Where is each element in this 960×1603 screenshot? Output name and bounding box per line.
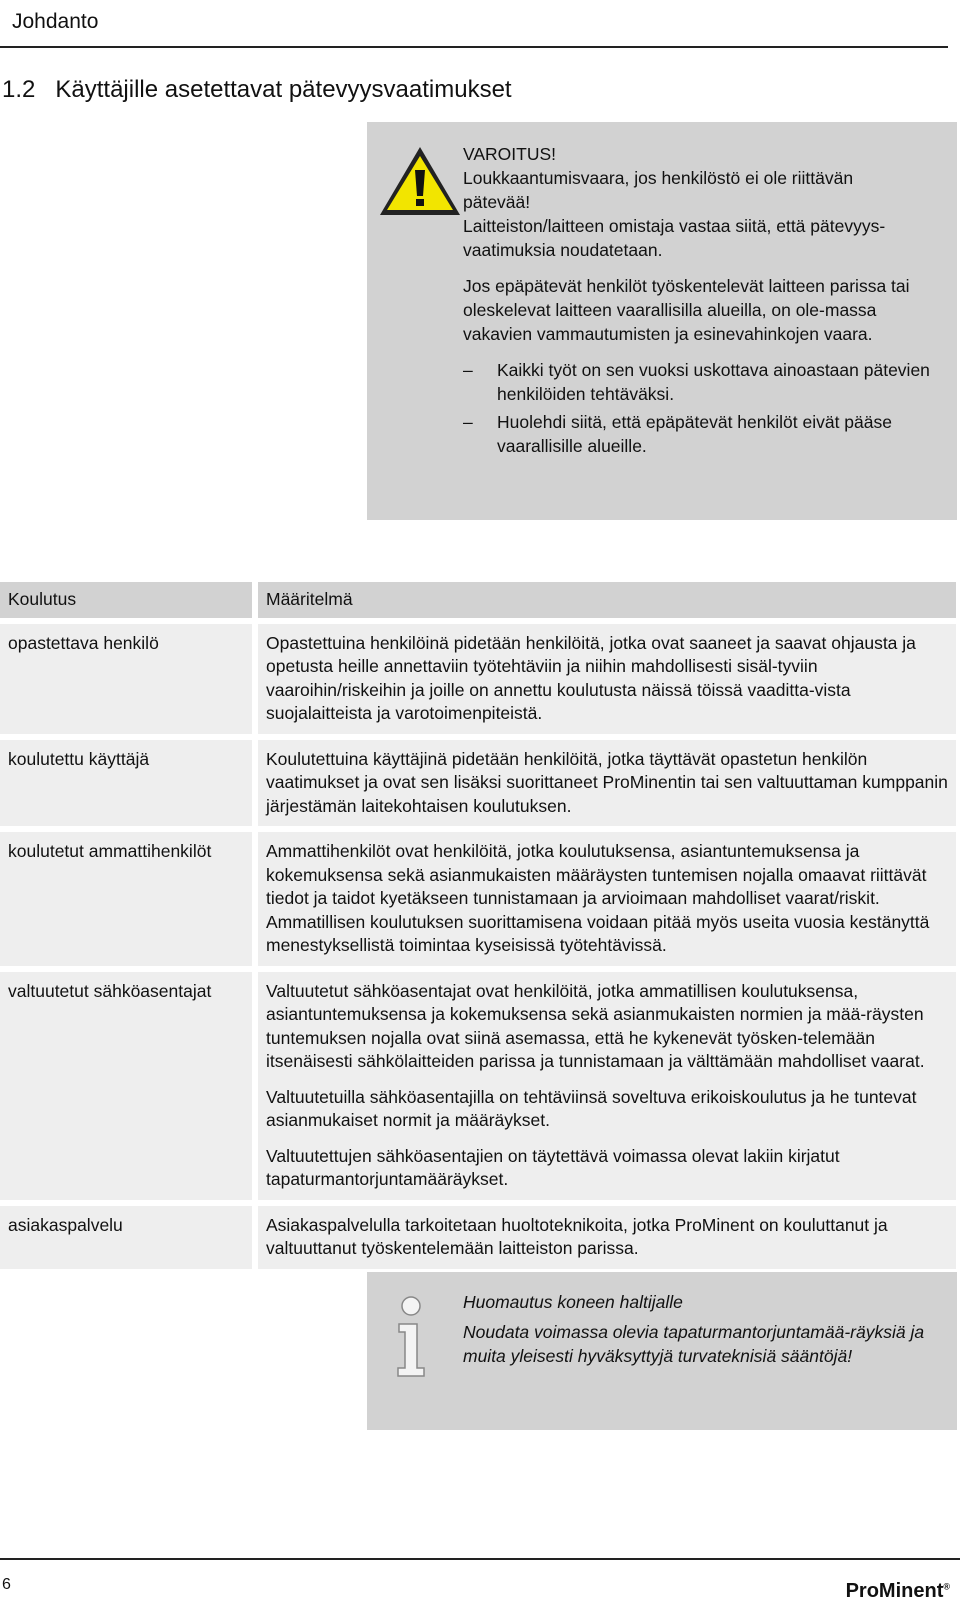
table-cell-term: opastettava henkilö xyxy=(0,624,252,734)
warning-box xyxy=(367,122,957,520)
warning-triangle-icon xyxy=(377,144,463,218)
table-cell-term: asiakaspalvelu xyxy=(0,1206,252,1269)
warning-signal-word: VAROITUS! xyxy=(463,144,557,164)
table-row xyxy=(0,972,956,1200)
definition-paragraph: Valtuutetuilla sähköasentajilla on tehtäviinsä soveltuva erikoiskoulutus ja he tuntevat asianmukaiset normit ja määräykset. xyxy=(266,1086,917,1130)
note-title: Huomautus koneen haltijalle xyxy=(463,1292,683,1312)
definition-paragraph: Ammattihenkilöt ovat henkilöitä, jotka koulutuksensa, asiantuntemuksensa ja kokemuksensa sekä asianmukaisten määräysten tuntemisen nojalla omaavat riittävät tiedot ja taidot kyetäkseen tunnistamaan ja arvioimaan mahdolliset vaarat/riskit. Ammatillisen koulutuksen suorittamisena voidaan pitää myös useita vuosia kestänyttä menestyksellistä toimintaa kyseisissä työtehtävissä. xyxy=(266,841,930,955)
table-row xyxy=(0,624,956,734)
section-title: Käyttäjille asetettavat pätevyysvaatimukset xyxy=(55,76,512,103)
qualification-table xyxy=(0,582,956,1275)
warning-headline-line-2: pätevää! xyxy=(463,192,531,212)
footer-divider xyxy=(0,1558,960,1560)
page-number: 6 xyxy=(2,1576,11,1593)
column-header-definition: Määritelmä xyxy=(258,582,956,618)
table-cell-definition xyxy=(258,624,956,734)
dash-bullet: – xyxy=(463,360,473,380)
table-cell-term: valtuutetut sähköasentajat xyxy=(0,972,252,1200)
registered-mark: ® xyxy=(943,1581,950,1592)
table-row xyxy=(0,832,956,966)
table-cell-term: koulutettu käyttäjä xyxy=(0,740,252,827)
table-row xyxy=(0,1206,956,1269)
warning-headline-line-3: Laitteiston/laitteen omistaja vastaa siitä, että pätevyys- xyxy=(463,216,886,236)
header-divider xyxy=(0,46,948,48)
info-icon xyxy=(391,1294,431,1380)
table-cell-definition xyxy=(258,832,956,966)
table-header-row xyxy=(0,582,956,618)
bullet-text: Huolehdi siitä, että epäpätevät henkilöt eivät pääse vaarallisille alueille. xyxy=(497,412,892,456)
definition-paragraph: Asiakaspalvelulla tarkoitetaan huoltoteknikoita, jotka ProMinent on kouluttanut ja valtuuttanut työskentelemään laitteiston parissa. xyxy=(266,1214,888,1258)
section-heading xyxy=(2,76,512,104)
brand-name: ProMinent xyxy=(845,1580,944,1602)
warning-bullet-list xyxy=(463,358,943,458)
table-row xyxy=(0,740,956,827)
definition-paragraph: Koulutettuina käyttäjinä pidetään henkilöitä, jotka täyttävät opastetun henkilön vaatimukset ja ovat sen lisäksi suorittaneet ProMinentin tai sen valtuuttaman kumppanin järjestämän laitekohtaisen koulutuksen. xyxy=(266,748,948,816)
section-number: 1.2 xyxy=(2,76,36,103)
definition-paragraph: Opastettuina henkilöinä pidetään henkilöitä, jotka ovat saaneet ja saavat ohjausta ja opetusta heille annettaviin työtehtäviin ja niihin mahdollisesti sisäl-tyviin vaaroihin/riskeihin ja joille on annettu koulutusta näissä töissä vaaditta-vista suojalaitteista ja varotoimenpiteistä. xyxy=(266,632,916,723)
table-cell-definition xyxy=(258,1206,956,1269)
table-cell-definition xyxy=(258,972,956,1200)
note-box xyxy=(367,1272,957,1430)
list-item xyxy=(463,358,943,406)
bullet-text: Kaikki työt on sen vuoksi uskottava ainoastaan pätevien henkilöiden tehtäväksi. xyxy=(497,360,930,404)
note-body: Noudata voimassa olevia tapaturmantorjuntamää-räyksiä ja muita yleisesti hyväksyttyjä turvateknisiä sääntöjä! xyxy=(463,1322,925,1366)
warning-headline-line-1: Loukkaantumisvaara, jos henkilöstö ei ole riittävän xyxy=(463,168,854,188)
table-cell-definition xyxy=(258,740,956,827)
column-header-training: Koulutus xyxy=(0,582,252,618)
definition-paragraph: Valtuutettujen sähköasentajien on täytettävä voimassa olevat lakiin kirjatut tapaturmantorjuntamääräykset. xyxy=(266,1145,840,1189)
dash-bullet: – xyxy=(463,412,473,432)
warning-headline-line-4: vaatimuksia noudatetaan. xyxy=(463,240,663,260)
list-item xyxy=(463,410,943,458)
chapter-title: Johdanto xyxy=(12,10,99,33)
table-cell-term: koulutetut ammattihenkilöt xyxy=(0,832,252,966)
definition-paragraph: Valtuutetut sähköasentajat ovat henkilöitä, jotka ammatillisen koulutuksensa, asiantuntemuksensa ja kokemuksensa sekä asianmukaisten normien ja mää-räysten tuntemuksen nojalla ovat siinä asemassa, että he kykenevät työsken-telemään itsenäisesti sähkölaitteiden parissa ja tunnistamaan ja välttämään mahdolliset vaarat. xyxy=(266,980,925,1071)
warning-body: Jos epäpätevät henkilöt työskentelevät laitteen parissa tai oleskelevat laitteen vaarallisilla alueilla, on ole-massa vakavien vammautumisten ja esinevahinkojen vaara. xyxy=(463,276,910,344)
